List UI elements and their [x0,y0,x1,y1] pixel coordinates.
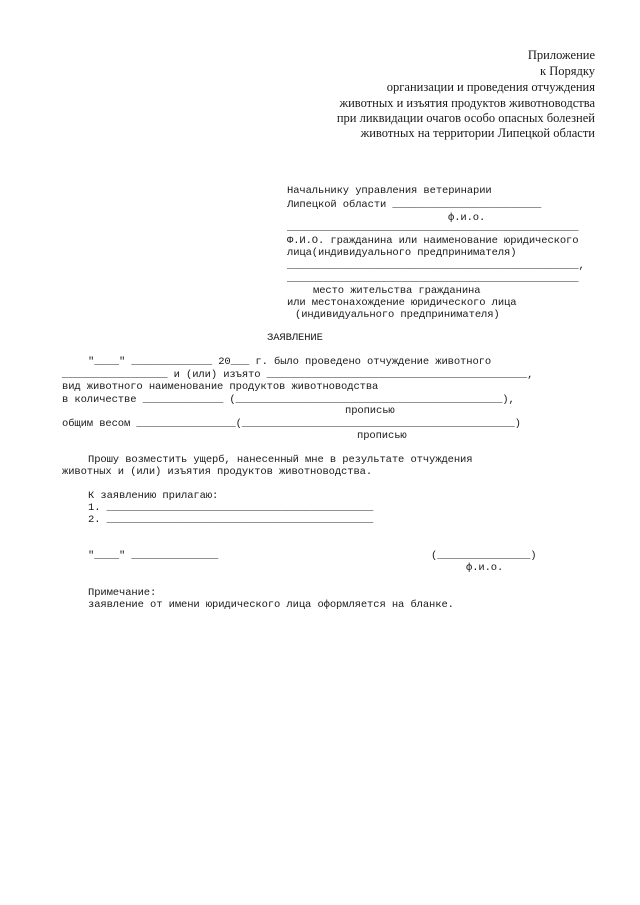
appendix-line-1: Приложение [527,48,595,62]
signature-fio-caption: ф.и.о. [466,562,504,574]
appendix-line-3: организации и проведения отчуждения [386,80,595,94]
request-line-2: животных и (или) изъятия продуктов животноводства. [62,466,373,478]
applicant-caption-line-1: Ф.И.О. гражданина или наименование юридического [287,235,579,247]
attachment-item-1: 1. ___________________________________________ [88,502,374,514]
attachment-item-2: 2. ___________________________________________ [88,514,374,526]
addressee-blank-3: _______________________________________________ [287,273,579,285]
body-caption-propisyu-1: прописью [345,405,395,417]
body-line-3-captions: вид животного наименование продуктов животноводства [62,381,379,393]
attachments-heading: К заявлению прилагаю: [88,490,219,502]
body-caption-propisyu-2: прописью [357,430,407,442]
request-line-1: Прошу возместить ущерб, нанесенный мне в результате отчуждения [88,454,473,466]
appendix-line-2: к Порядку [540,64,595,78]
applicant-caption-line-2: лица(индивидуального предпринимателя) [287,247,517,259]
residence-caption-line-3: (индивидуального предпринимателя) [295,309,500,321]
document-title: ЗАЯВЛЕНИЕ [267,332,323,344]
residence-caption-line-1: место жительства гражданина [313,285,481,297]
signature-date: "____" ______________ [88,550,219,562]
body-line-1: "____" _____________ 20___ г. было проведено отчуждение животного [88,356,492,368]
body-line-2: _________________ и (или) изъято __________________________________________, [62,369,534,381]
body-line-4: в количестве _____________ (___________________________________________), [62,394,515,406]
residence-caption-line-2: или местонахождение юридического лица [287,297,517,309]
addressee-to-line-2: Липецкой области ________________________ [287,199,542,211]
body-line-5: общим весом ________________(____________________________________________) [62,418,521,430]
appendix-line-6: животных на территории Липецкой области [360,126,595,140]
addressee-fio-caption: ф.и.о. [448,212,486,224]
appendix-line-4: животных и изъятия продуктов животноводства [339,96,595,110]
appendix-line-5: при ликвидации очагов особо опасных болезней [336,111,595,125]
note-text: заявление от имени юридического лица оформляется на бланке. [88,599,454,611]
addressee-blank-2: _______________________________________________, [287,260,585,272]
signature-fio-blank: (_______________) [431,550,537,562]
addressee-to-line-1: Начальнику управления ветеринарии [287,185,492,197]
addressee-blank-1: _______________________________________________ [287,222,579,234]
note-heading: Примечание: [88,587,157,599]
